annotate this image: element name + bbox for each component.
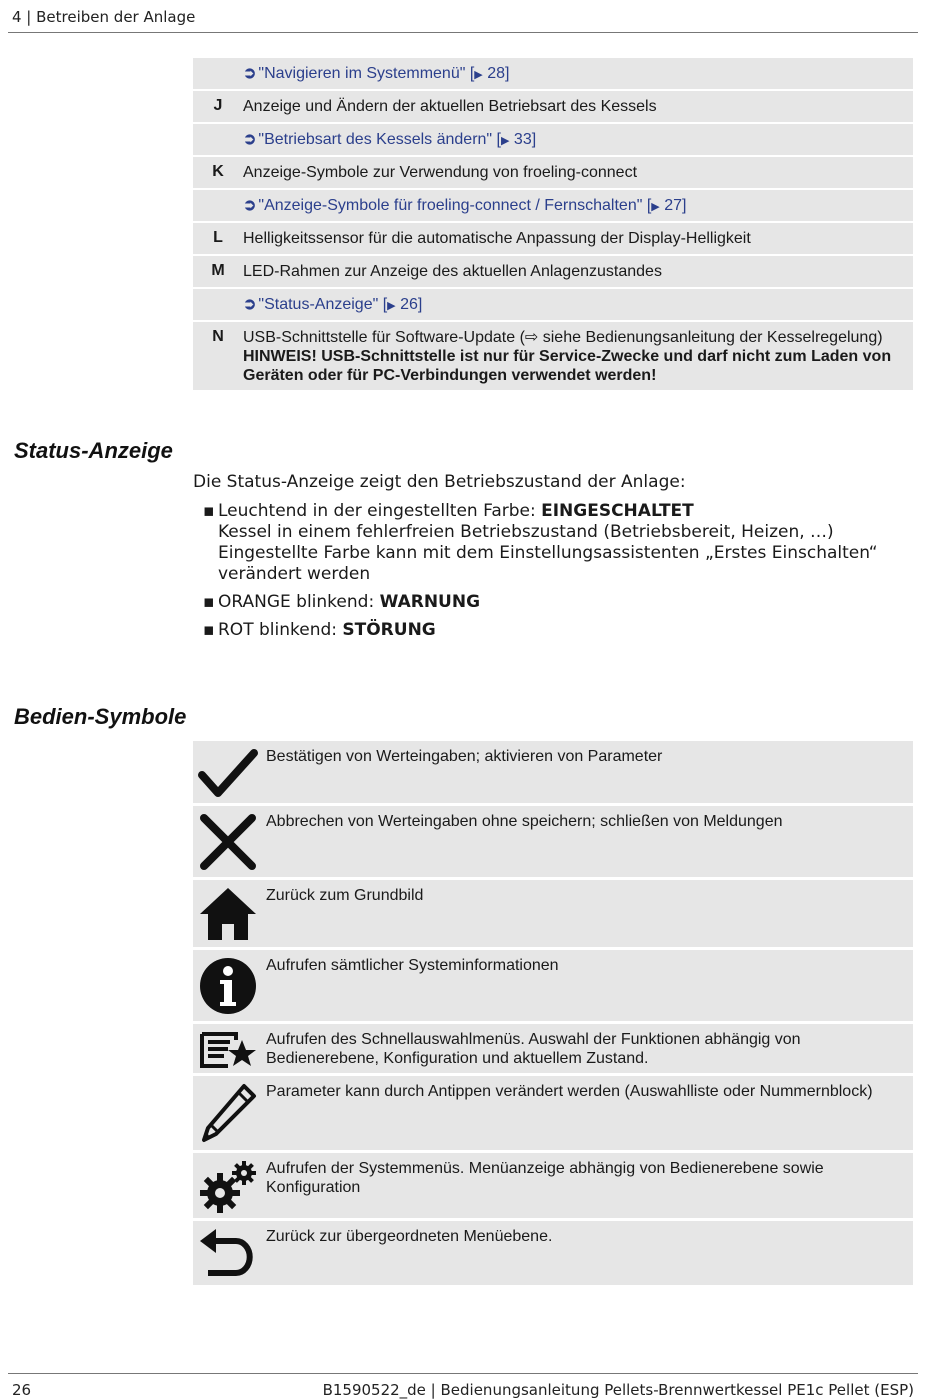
symbol-description: Aufrufen sämtlicher Systeminformationen	[266, 957, 559, 974]
legend-row	[193, 124, 913, 157]
symbol-row	[193, 1221, 913, 1285]
back-arrow-icon	[193, 1221, 263, 1285]
legend-text: Anzeige-Symbole zur Verwendung von froeling-connect	[243, 164, 638, 181]
list-item: ▪ ORANGE blinkend: WARNUNG	[193, 592, 893, 613]
list-item: ▪ ROT blinkend: STÖRUNG	[193, 620, 893, 641]
symbol-row	[193, 1024, 913, 1076]
bullet-icon: ▪	[203, 592, 215, 612]
legend-text: Helligkeitssensor für die automatische Anpassung der Display-Helligkeit	[243, 230, 751, 247]
page-triangle-icon: ▶	[387, 300, 396, 312]
symbol-row	[193, 880, 913, 950]
legend-text: USB-Schnittstelle für Software-Update (⇨ siehe Bedienungsanleitung der Kesselregelung) HINWEIS! USB-Schnittstelle ist nur für Service-Zwecke und darf nicht zum Laden von Geräten oder für PC-Verbindungen verwendet werden!	[243, 329, 892, 384]
usb-warning: HINWEIS! USB-Schnittstelle ist nur für Service-Zwecke und darf nicht zum Laden von Geräten oder für PC-Verbindungen verwendet werden!	[243, 348, 892, 384]
pencil-icon	[193, 1076, 263, 1150]
legend-row	[193, 190, 913, 223]
link-arrow-icon: ➲	[243, 131, 257, 148]
symbol-row	[193, 806, 913, 880]
info-icon	[193, 950, 263, 1021]
legend-link[interactable]: ➲ "Anzeige-Symbole für froeling-connect / Fernschalten" [▶ 27]	[243, 197, 687, 214]
symbol-row	[193, 1076, 913, 1153]
status-intro: Die Status-Anzeige zeigt den Betriebszustand der Anlage:	[193, 472, 686, 492]
legend-row	[193, 58, 913, 91]
legend-table	[193, 58, 913, 390]
page-number: 26	[12, 1381, 32, 1399]
bullet-icon: ▪	[203, 501, 215, 521]
legend-link[interactable]: ➲ "Betriebsart des Kessels ändern" [▶ 33]	[243, 131, 537, 148]
section-title-status: Status-Anzeige	[14, 438, 173, 463]
document-id: B1590522_de | Bedienungsanleitung Pellets-Brennwertkessel PE1c Pellet (ESP)	[322, 1381, 914, 1399]
legend-row	[193, 157, 913, 190]
legend-key: M	[211, 262, 225, 279]
list-item: ▪ Leuchtend in der eingestellten Farbe: EINGESCHALTET Kessel in einem fehlerfreien Betriebszustand (Betriebsbereit, Heizen, …) Eingestellte Farbe kann mit dem Einstellungsassistenten „Erstes Einschalten“ verändert werden	[193, 501, 893, 585]
symbol-description: Bestätigen von Werteingaben; aktivieren von Parameter	[266, 748, 663, 765]
page-triangle-icon: ▶	[651, 201, 660, 213]
legend-key: J	[213, 97, 223, 114]
symbol-row	[193, 741, 913, 806]
legend-text: Anzeige und Ändern der aktuellen Betriebsart des Kessels	[243, 98, 657, 115]
quick-menu-icon	[193, 1024, 263, 1073]
symbol-description: Zurück zum Grundbild	[266, 887, 424, 904]
status-body	[193, 472, 893, 648]
symbols-table	[193, 741, 913, 1285]
footer-divider	[8, 1373, 918, 1374]
section-title-symbols: Bedien-Symbole	[14, 704, 187, 729]
link-arrow-icon: ➲	[243, 296, 257, 313]
legend-row	[193, 91, 913, 124]
header-divider	[8, 32, 918, 33]
legend-key	[193, 289, 243, 320]
legend-row	[193, 289, 913, 322]
link-arrow-icon: ➲	[243, 65, 257, 82]
legend-key	[193, 58, 243, 89]
link-arrow-icon: ➲	[243, 197, 257, 214]
checkmark-icon	[193, 741, 263, 803]
legend-row	[193, 322, 913, 390]
legend-key	[193, 124, 243, 155]
bullet-icon: ▪	[203, 620, 215, 640]
legend-key: L	[213, 229, 223, 246]
legend-key: N	[212, 328, 224, 345]
legend-link[interactable]: ➲ "Navigieren im Systemmenü" [▶ 28]	[243, 65, 510, 82]
symbol-description: Aufrufen des Schnellauswahlmenüs. Auswahl der Funktionen abhängig von Bedienerebene, Konfiguration und aktuellem Zustand.	[266, 1031, 801, 1067]
symbol-row	[193, 1153, 913, 1221]
gears-icon	[193, 1153, 263, 1218]
legend-text: LED-Rahmen zur Anzeige des aktuellen Anlagenzustandes	[243, 263, 662, 280]
page-header: 4 | Betreiben der Anlage	[12, 8, 196, 26]
legend-row	[193, 256, 913, 289]
legend-row	[193, 223, 913, 256]
legend-link[interactable]: ➲ "Status-Anzeige" [▶ 26]	[243, 296, 423, 313]
cross-icon	[193, 806, 263, 877]
page-triangle-icon: ▶	[474, 69, 483, 81]
symbol-row	[193, 950, 913, 1024]
page-triangle-icon: ▶	[501, 135, 510, 147]
home-icon	[193, 880, 263, 947]
symbol-description: Aufrufen der Systemmenüs. Menüanzeige abhängig von Bedienerebene sowie Konfiguration	[266, 1160, 824, 1196]
outline-arrow-icon: ⇨	[524, 329, 539, 346]
symbol-description: Abbrechen von Werteingaben ohne speichern; schließen von Meldungen	[266, 813, 783, 830]
symbol-description: Zurück zur übergeordneten Menüebene.	[266, 1228, 553, 1245]
legend-key	[193, 190, 243, 221]
legend-key: K	[212, 163, 224, 180]
symbol-description: Parameter kann durch Antippen verändert werden (Auswahlliste oder Nummernblock)	[266, 1083, 873, 1100]
